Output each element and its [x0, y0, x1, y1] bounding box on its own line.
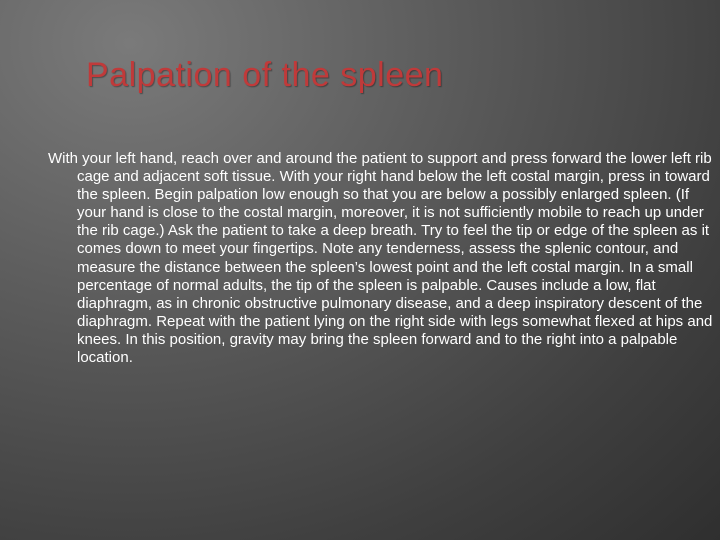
- slide-title: Palpation of the spleen: [86, 56, 444, 94]
- slide-body-text: With your left hand, reach over and around the patient to support and press forward the lower left rib cage and adjacent soft tissue. With your right hand below the left costal margin, press in toward the spleen. Begin palpation low enough so that you are below a possibly enlarged spleen. (If your hand is close to the costal margin, moreover, it is not sufficiently mobile to reach up under the rib cage.) Ask the patient to take a deep breath. Try to feel the tip or edge of the spleen as it comes down to meet your fingertips. Note any tenderness, assess the splenic contour, and measure the distance between the spleen’s lowest point and the left costal margin. In a small percentage of normal adults, the tip of the spleen is palpable. Causes include a low, flat diaphragm, as in chronic obstructive pulmonary disease, and a deep inspiratory descent of the diaphragm. Repeat with the patient lying on the right side with legs somewhat flexed at hips and knees. In this position, gravity may bring the spleen forward and to the right into a palpable location.: [48, 150, 713, 367]
